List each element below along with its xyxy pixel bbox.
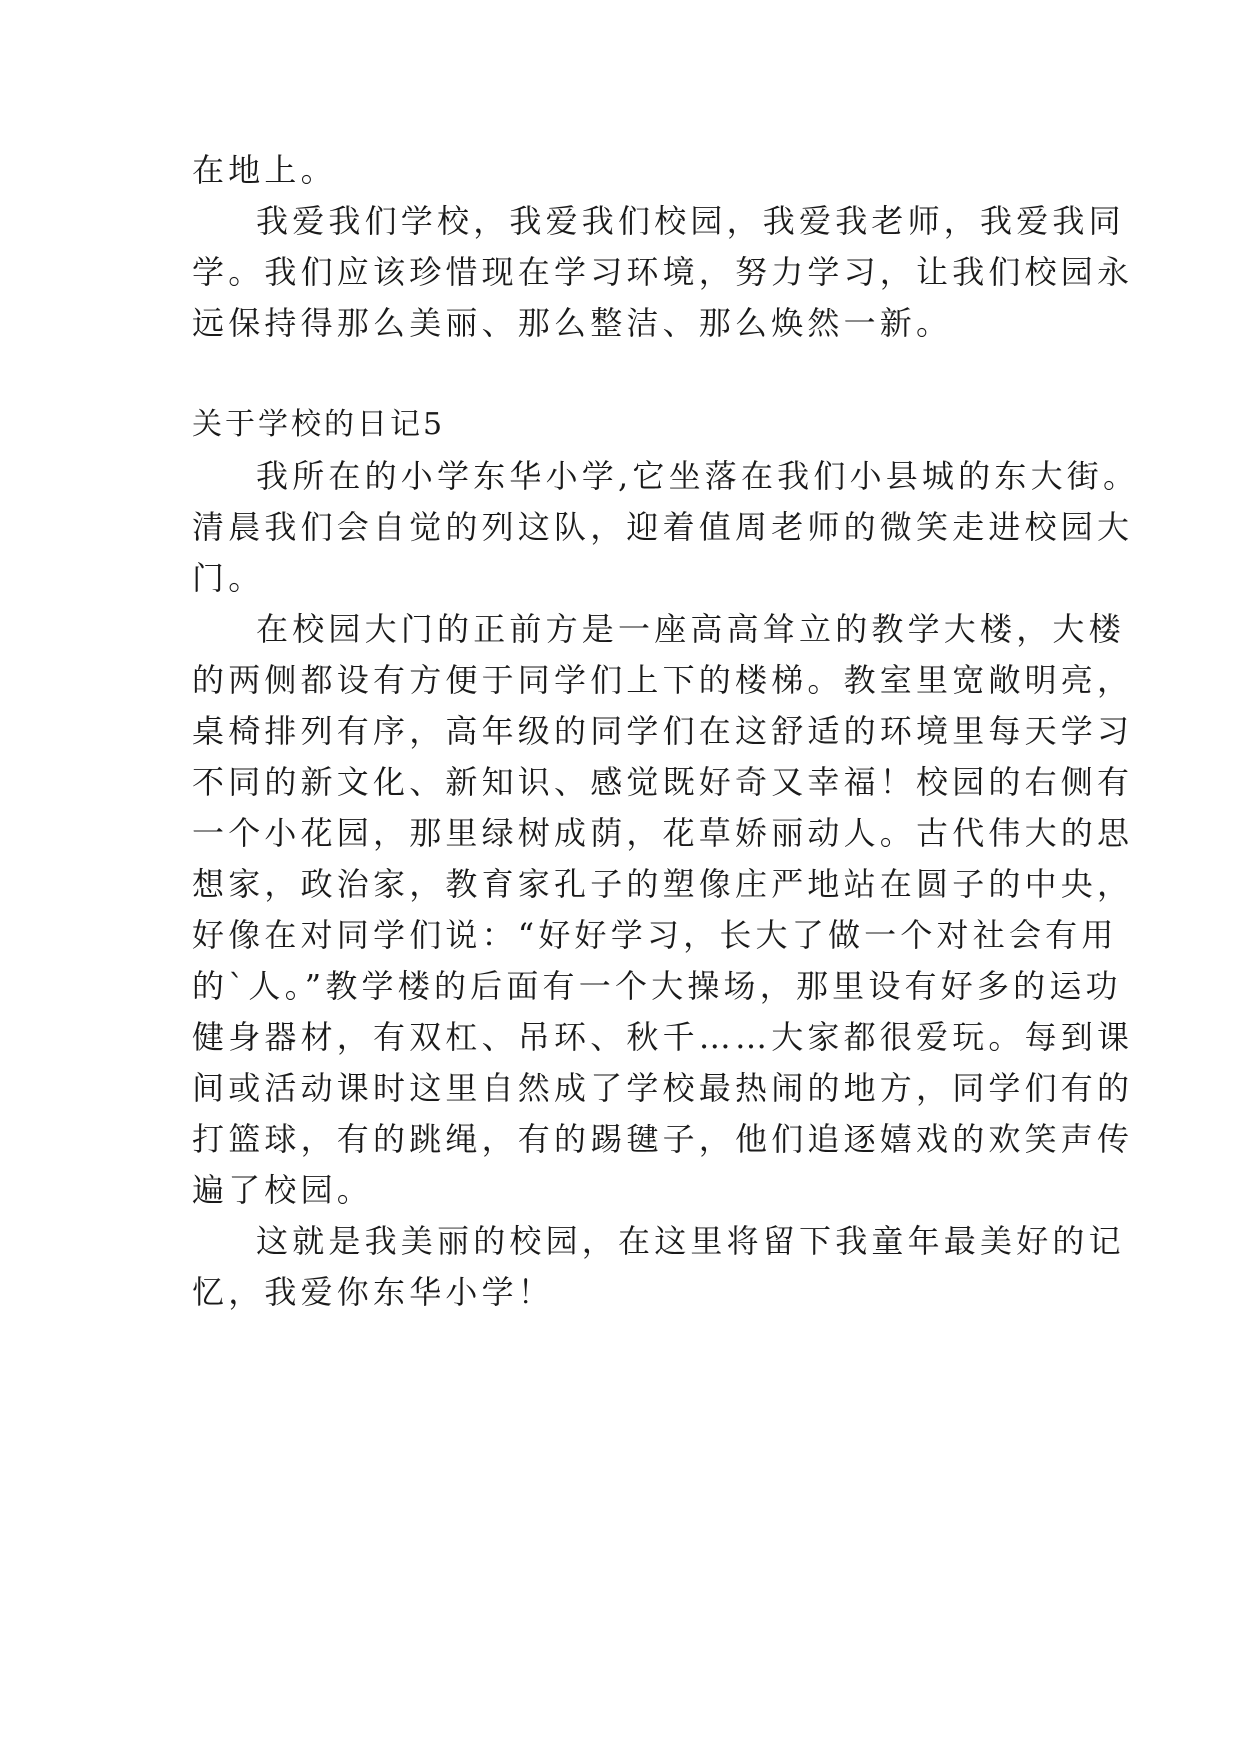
paragraph-start-line: 我所在的小学东华小学,它坐落在我们小县城的东大街。 — [256, 457, 1140, 495]
text-line: 一个小花园，那里绿树成荫，花草娇丽动人。古代伟大的思 — [192, 814, 1134, 852]
text-line: 不同的新文化、新知识、感觉既好奇又幸福！校园的右侧有 — [192, 763, 1134, 801]
text-line: 遍了校园。 — [192, 1171, 374, 1209]
text-line: 在地上。 — [192, 151, 337, 189]
text-line: 好像在对同学们说：“好好学习，长大了做一个对社会有用 — [192, 916, 1118, 954]
text-line: 的两侧都设有方便于同学们上下的楼梯。教室里宽敞明亮， — [192, 661, 1134, 699]
paragraph-start-line: 我爱我们学校，我爱我们校园，我爱我老师，我爱我同 — [256, 202, 1125, 240]
section-heading: 关于学校的日记5 — [192, 407, 446, 442]
text-line: 想家，政治家，教育家孔子的塑像庄严地站在圆子的中央， — [192, 865, 1134, 903]
text-line: 门。 — [192, 559, 265, 597]
paragraph-start-line: 这就是我美丽的校园，在这里将留下我童年最美好的记 — [256, 1222, 1125, 1260]
text-line: 间或活动课时这里自然成了学校最热闹的地方，同学们有的 — [192, 1069, 1134, 1107]
text-line: 学。我们应该珍惜现在学习环境，努力学习，让我们校园永 — [192, 253, 1134, 291]
text-line: 清晨我们会自觉的列这队，迎着值周老师的微笑走进校园大 — [192, 508, 1134, 546]
text-line: 的`人。”教学楼的后面有一个大操场，那里设有好多的运功 — [192, 967, 1122, 1005]
text-line: 打篮球，有的跳绳，有的踢毽子，他们追逐嬉戏的欢笑声传 — [192, 1120, 1134, 1158]
text-line: 健身器材，有双杠、吊环、秋千……大家都很爱玩。每到课 — [192, 1018, 1134, 1056]
text-line: 忆，我爱你东华小学！ — [192, 1273, 555, 1311]
text-line: 桌椅排列有序，高年级的同学们在这舒适的环境里每天学习 — [192, 712, 1134, 750]
text-line: 远保持得那么美丽、那么整洁、那么焕然一新。 — [192, 304, 953, 342]
paragraph-start-line: 在校园大门的正前方是一座高高耸立的教学大楼，大楼 — [256, 610, 1125, 648]
